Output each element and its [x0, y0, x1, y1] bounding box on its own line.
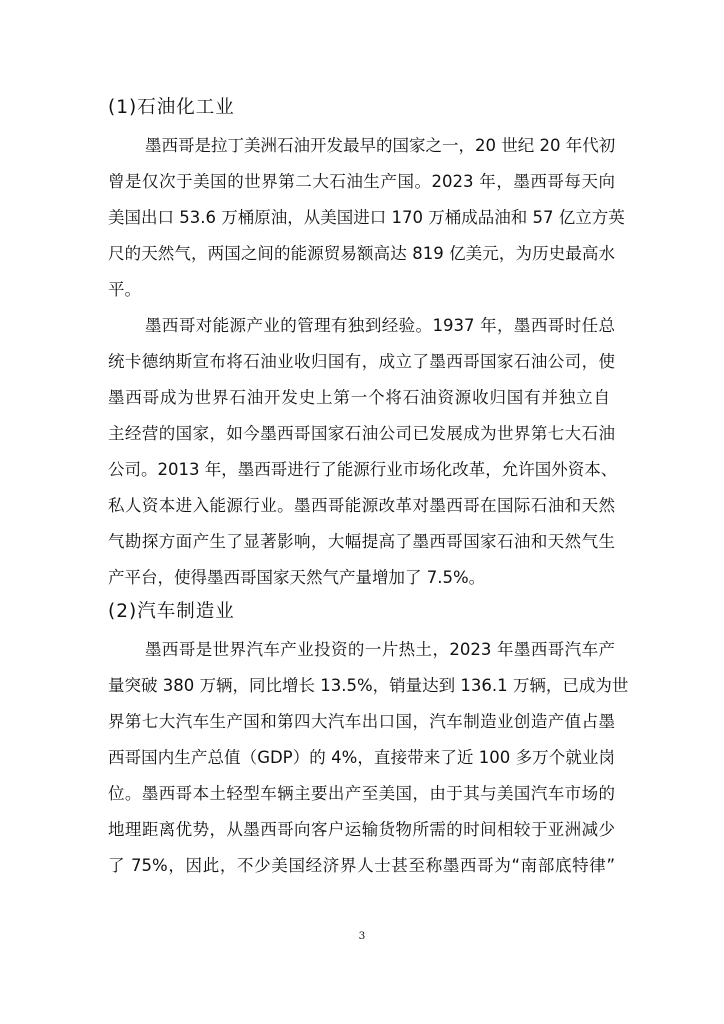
paragraph-line: 美国出口 53.6 万桶原油，从美国进口 170 万桶成品油和 57 亿立方英	[108, 208, 625, 227]
paragraph-line: 私人资本进入能源行业。墨西哥能源改革对墨西哥在国际石油和天然	[108, 496, 615, 515]
paragraph-line: 曾是仅次于美国的世界第二大石油生产国。2023 年，墨西哥每天向	[108, 172, 615, 191]
paragraph-line: 地理距离优势，从墨西哥向客户运输货物所需的时间相较于亚洲减少	[108, 820, 615, 839]
paragraph-line: 量突破 380 万辆，同比增长 13.5%，销量达到 136.1 万辆，已成为世	[108, 676, 629, 695]
paragraph-line: 界第七大汽车生产国和第四大汽车出口国，汽车制造业创造产值占墨	[108, 712, 615, 731]
paragraph-line: 墨西哥是拉丁美洲石油开发最早的国家之一，20 世纪 20 年代初	[145, 136, 616, 155]
paragraph-line: 统卡德纳斯宣布将石油业收归国有，成立了墨西哥国家石油公司，使	[108, 352, 615, 371]
paragraph-line: 墨西哥对能源产业的管理有独到经验。1937 年，墨西哥时任总	[145, 316, 615, 335]
paragraph-line: 公司。2013 年，墨西哥进行了能源行业市场化改革，允许国外资本、	[108, 460, 618, 479]
paragraph-line: 产平台，使得墨西哥国家天然气产量增加了 7.5%。	[108, 568, 486, 587]
section-heading-automotive: (2)汽车制造业	[108, 601, 235, 622]
page-number: 3	[358, 930, 366, 942]
paragraph-line: 了 75%，因此，不少美国经济界人士甚至称墨西哥为“南部底特律”	[108, 856, 615, 875]
paragraph-line: 西哥国内生产总值（GDP）的 4%，直接带来了近 100 多万个就业岗	[108, 748, 615, 767]
paragraph-line: 墨西哥成为世界石油开发史上第一个将石油资源收归国有并独立自	[108, 388, 610, 407]
paragraph-line: 位。墨西哥本土轻型车辆主要出产至美国，由于其与美国汽车市场的	[108, 784, 615, 803]
paragraph-line: 尺的天然气，两国之间的能源贸易额高达 819 亿美元，为历史最高水	[108, 244, 615, 263]
paragraph-line: 平。	[108, 280, 141, 299]
paragraph-line: 主经营的国家，如今墨西哥国家石油公司已发展成为世界第七大石油	[108, 424, 615, 443]
paragraph-line: 墨西哥是世界汽车产业投资的一片热土，2023 年墨西哥汽车产	[145, 640, 615, 659]
paragraph-line: 气勘探方面产生了显著影响，大幅提高了墨西哥国家石油和天然气生	[108, 532, 615, 551]
section-heading-petrochemical: (1)石油化工业	[108, 97, 235, 118]
